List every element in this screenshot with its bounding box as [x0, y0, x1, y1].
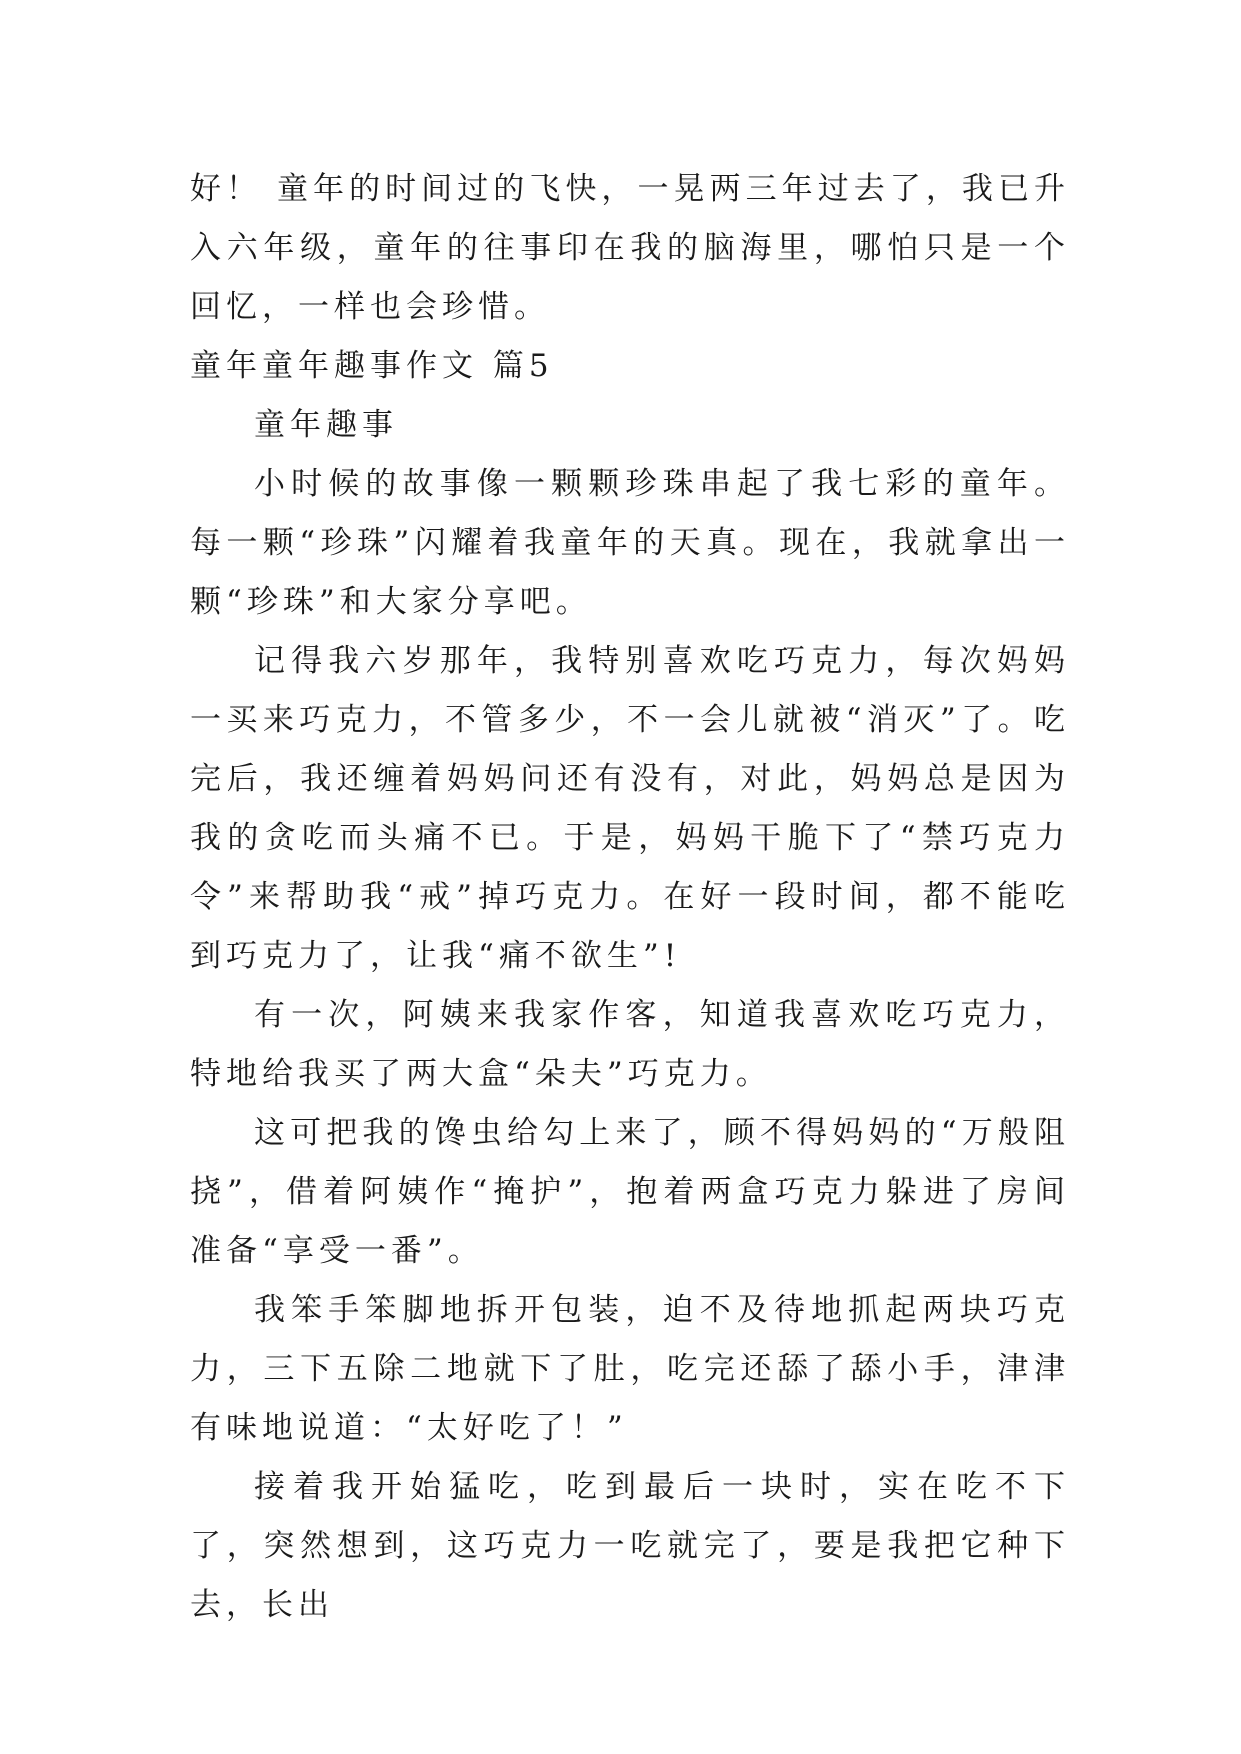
paragraph: 我笨手笨脚地拆开包装，迫不及待地抓起两块巧克力，三下五除二地就下了肚，吃完还舔了舔小手，津津有味地说道：“太好吃了！” [190, 1292, 1070, 1446]
paragraph: 接着我开始猛吃，吃到最后一块时，实在吃不下了，突然想到，这巧克力一吃就完了，要是我把它种下去，长出 [190, 1469, 1070, 1623]
essay-title: 童年趣事 [254, 407, 398, 443]
paragraph: 小时候的故事像一颗颗珍珠串起了我七彩的童年。每一颗“珍珠”闪耀着我童年的天真。现在，我就拿出一颗“珍珠”和大家分享吧。 [190, 466, 1070, 620]
document-body [190, 160, 1070, 1635]
paragraph: 这可把我的馋虫给勾上来了，顾不得妈妈的“万般阻挠”，借着阿姨作“掩护”，抱着两盒巧克力躲进了房间准备“享受一番”。 [190, 1115, 1070, 1269]
section-heading: 童年童年趣事作文 篇5 [190, 348, 554, 384]
paragraph-continuation: 好！ 童年的时间过的飞快，一晃两三年过去了，我已升入六年级，童年的往事印在我的脑海里，哪怕只是一个回忆，一样也会珍惜。 [190, 171, 1070, 325]
paragraph: 有一次，阿姨来我家作客，知道我喜欢吃巧克力，特地给我买了两大盒“朵夫”巧克力。 [190, 997, 1070, 1092]
paragraph: 记得我六岁那年，我特别喜欢吃巧克力，每次妈妈一买来巧克力，不管多少，不一会儿就被“消灭”了。吃完后，我还缠着妈妈问还有没有，对此，妈妈总是因为我的贪吃而头痛不已。于是，妈妈干脆下了“禁巧克力令”来帮助我“戒”掉巧克力。在好一段时间，都不能吃到巧克力了，让我“痛不欲生”! [190, 643, 1070, 974]
